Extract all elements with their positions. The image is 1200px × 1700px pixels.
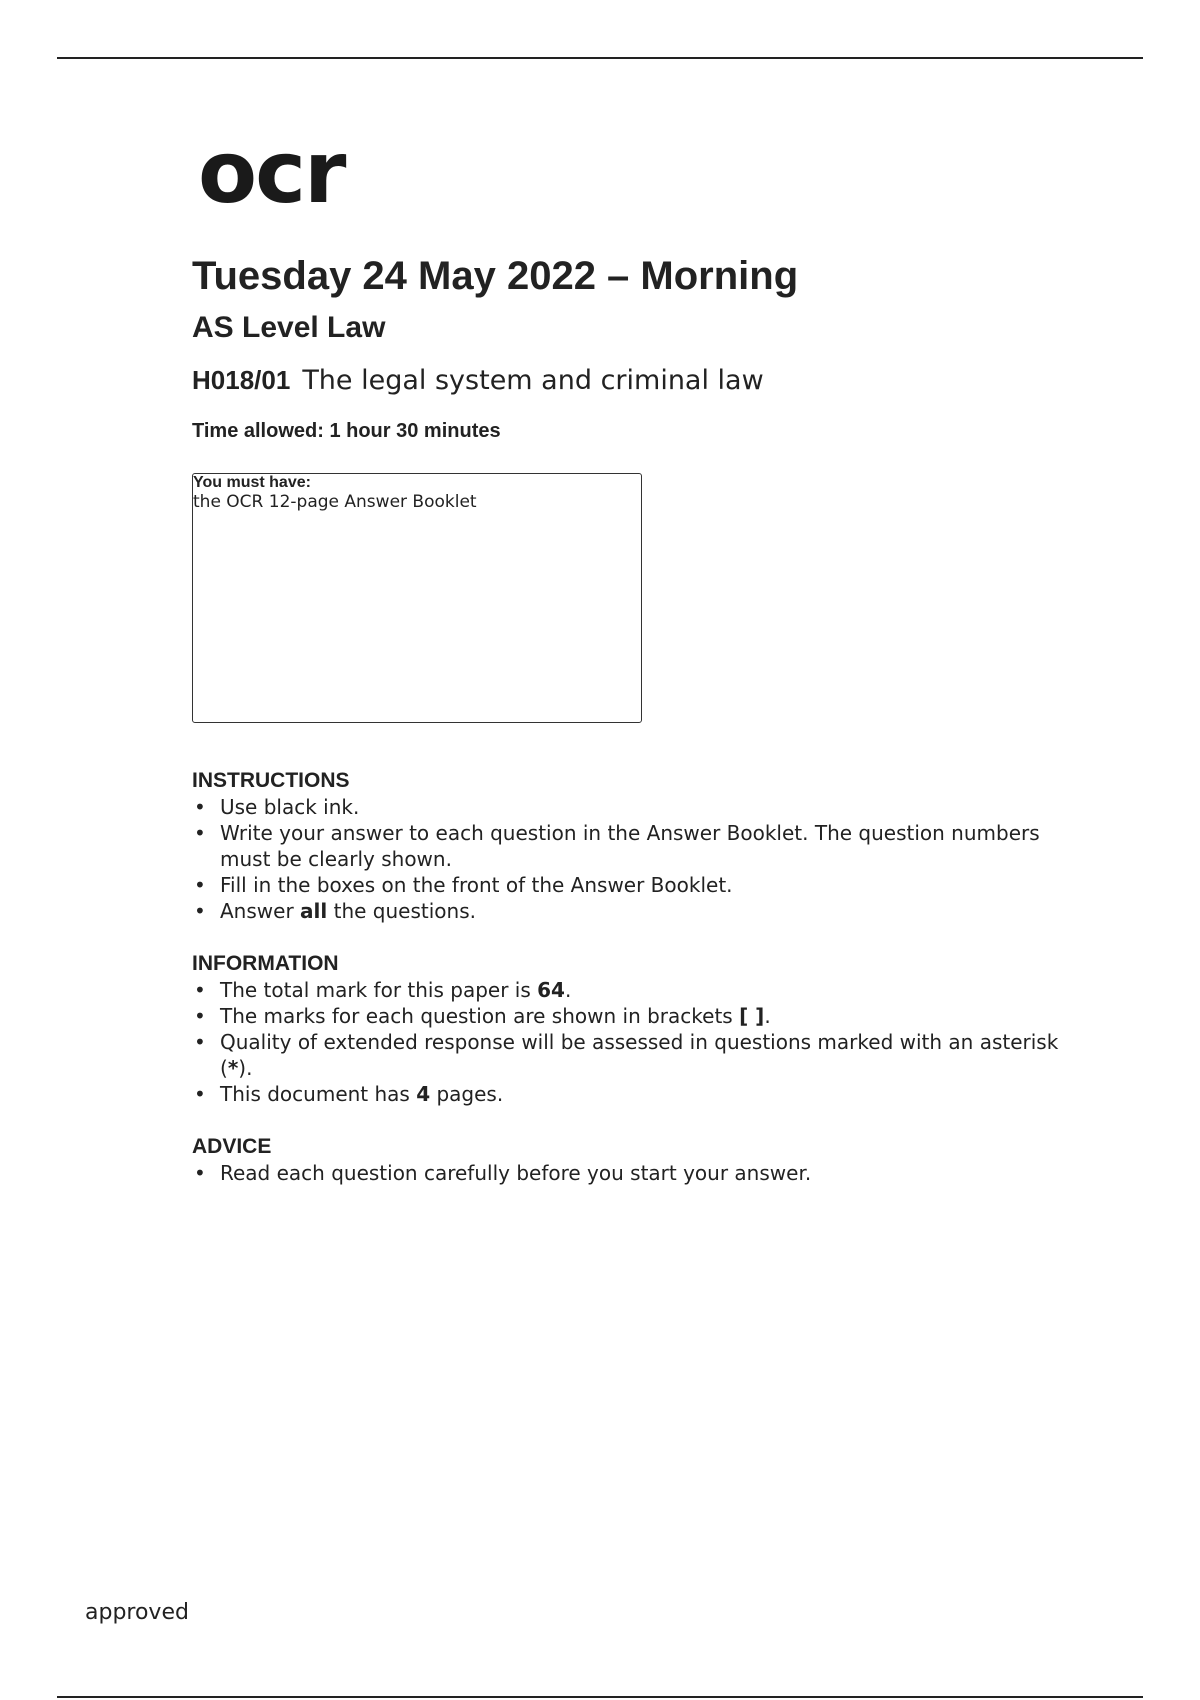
exam-cover-page bbox=[192, 123, 1092, 1186]
information-emphasis: [ ] bbox=[739, 1004, 765, 1028]
instruction-text: the questions. bbox=[327, 899, 476, 923]
instruction-text: Answer bbox=[220, 899, 301, 923]
information-item bbox=[192, 1029, 1070, 1081]
information-heading: INFORMATION bbox=[192, 952, 339, 975]
information-item bbox=[192, 1081, 1070, 1107]
advice-list bbox=[192, 1160, 1092, 1186]
approved-footer-text: approved bbox=[85, 1600, 189, 1625]
must-have-heading: You must have: bbox=[193, 474, 311, 491]
unit-title: The legal system and criminal law bbox=[302, 365, 764, 396]
information-list bbox=[192, 977, 1092, 1107]
instruction-emphasis: all bbox=[300, 899, 328, 923]
ocr-logo: ocr bbox=[198, 123, 345, 223]
advice-heading: ADVICE bbox=[192, 1135, 272, 1158]
information-emphasis: 64 bbox=[537, 978, 565, 1002]
information-text: pages. bbox=[430, 1082, 504, 1106]
information-text: The marks for each question are shown in brackets bbox=[220, 1004, 740, 1028]
information-section bbox=[192, 950, 1092, 1107]
instructions-heading: INSTRUCTIONS bbox=[192, 769, 350, 792]
information-emphasis: * bbox=[227, 1056, 239, 1080]
information-text: The total mark for this paper is bbox=[220, 978, 538, 1002]
advice-section bbox=[192, 1133, 1092, 1186]
advice-item: • Read each question carefully before you start your answer. bbox=[192, 1160, 1070, 1186]
information-item bbox=[192, 977, 1070, 1003]
must-have-box bbox=[192, 473, 642, 723]
information-text: . bbox=[764, 1004, 771, 1028]
exam-subject: AS Level Law bbox=[192, 311, 386, 344]
instructions-list bbox=[192, 794, 1092, 924]
instruction-item: • Fill in the boxes on the front of the Answer Booklet. bbox=[192, 872, 1070, 898]
information-text: Quality of extended response will be assessed in questions marked with an asterisk ( bbox=[220, 1030, 1059, 1080]
instruction-item bbox=[192, 898, 1070, 924]
must-have-item: the OCR 12-page Answer Booklet bbox=[193, 492, 477, 512]
top-rule bbox=[57, 57, 1143, 59]
information-text: This document has bbox=[220, 1082, 417, 1106]
information-item bbox=[192, 1003, 1070, 1029]
unit-code: H018/01 bbox=[192, 365, 291, 395]
bottom-rule bbox=[57, 1696, 1143, 1698]
time-allowed: Time allowed: 1 hour 30 minutes bbox=[192, 420, 501, 442]
instructions-section bbox=[192, 767, 1092, 924]
instruction-item: • Use black ink. bbox=[192, 794, 1070, 820]
information-text: ). bbox=[238, 1056, 253, 1080]
exam-date: Tuesday 24 May 2022 – Morning bbox=[192, 254, 799, 298]
instruction-item: • Write your answer to each question in the Answer Booklet. The question numbers must be clearly shown. bbox=[192, 820, 1070, 872]
information-emphasis: 4 bbox=[416, 1082, 431, 1106]
information-text: . bbox=[564, 978, 572, 1002]
unit-line bbox=[192, 362, 1092, 403]
